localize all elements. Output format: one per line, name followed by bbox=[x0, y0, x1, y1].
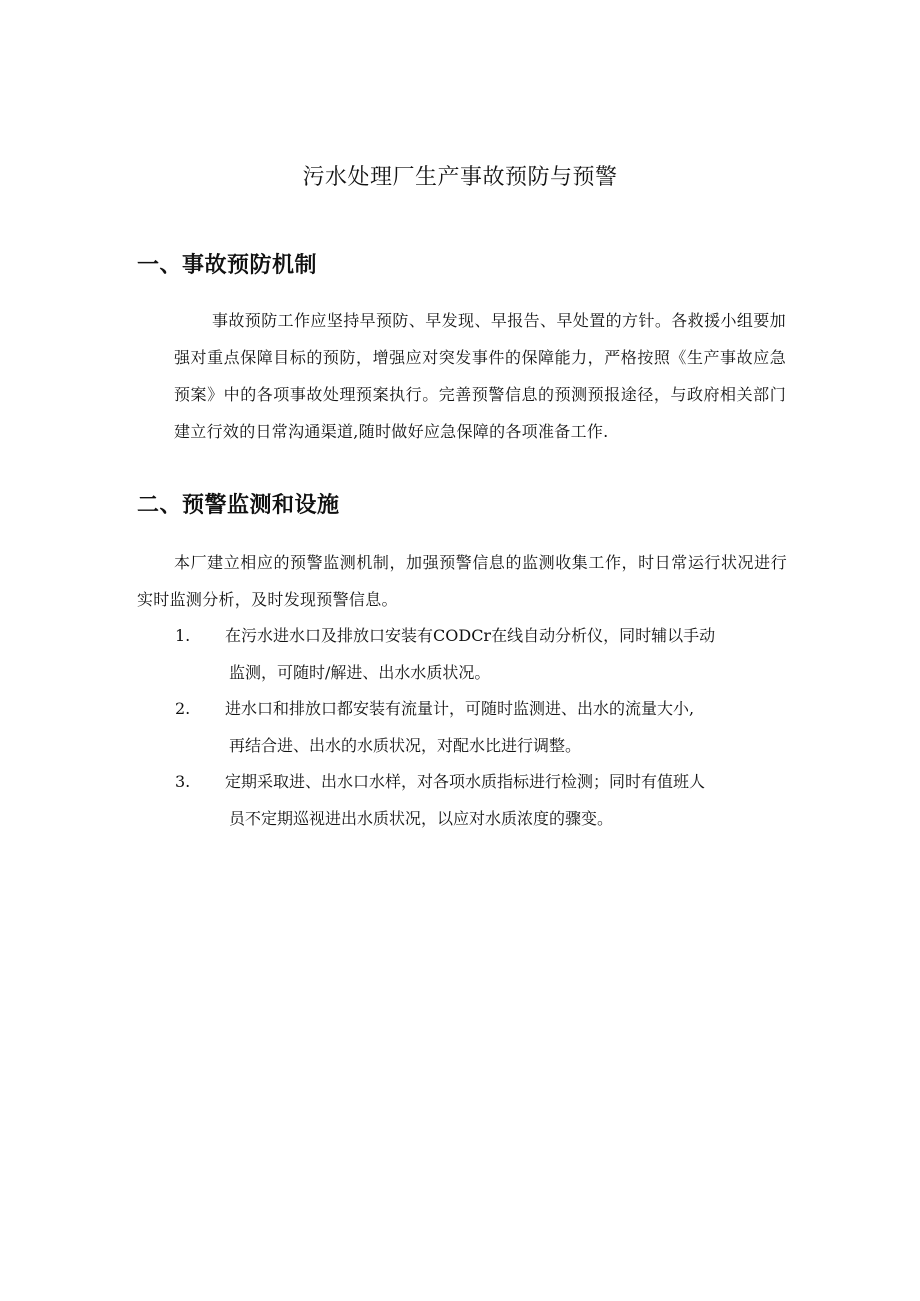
list-item-line: 定期采取进、出水口水样，对各项水质指标进行检测；同时有值班人 bbox=[225, 772, 706, 791]
list-item-text bbox=[225, 617, 785, 691]
section-heading-monitoring: 二、预警监测和设施 bbox=[137, 493, 340, 518]
list-item-number: 3. bbox=[175, 772, 191, 791]
list-item-number: 1. bbox=[175, 626, 191, 645]
list-item-line: 员不定期巡视进出水质状况，以应对水质浓度的骤变。 bbox=[229, 809, 614, 828]
list-item-number: 2. bbox=[175, 699, 191, 718]
section-heading-prevention: 一、事故预防机制 bbox=[137, 253, 318, 278]
section-paragraph-prevention: 事故预防工作应坚持早预防、早发现、早报告、早处置的方针。各救援小组要加强对重点保障目标的预防，增强应对突发事件的保障能力，严格按照《生产事故应急预案》中的各项事故处理预案执行。完善预警信息的预测预报途径，与政府相关部门建立行效的日常沟通渠道,随时做好应急保障的各项准备工作. bbox=[174, 311, 786, 441]
list-item-line: 在污水进水口及排放口安装有CODCr在线自动分析仪，同时辅以手动 bbox=[225, 626, 716, 645]
list-item-line: 再结合进、出水的水质状况，对配水比进行调整。 bbox=[229, 736, 582, 755]
list-item-line: 进水口和排放口都安装有流量计，可随时监测进、出水的流量大小, bbox=[225, 699, 695, 718]
list-item-line: 监测，可随时/解进、出水水质状况。 bbox=[229, 663, 491, 682]
section-paragraph-monitoring: 本厂建立相应的预警监测机制，加强预警信息的监测收集工作，时日常运行状况进行实时监测分析，及时发现预警信息。 bbox=[137, 553, 787, 609]
list-item-text bbox=[225, 763, 785, 837]
document-title: 污水处理厂生产事故预防与预警 bbox=[302, 165, 618, 190]
list-item-text bbox=[225, 690, 785, 764]
